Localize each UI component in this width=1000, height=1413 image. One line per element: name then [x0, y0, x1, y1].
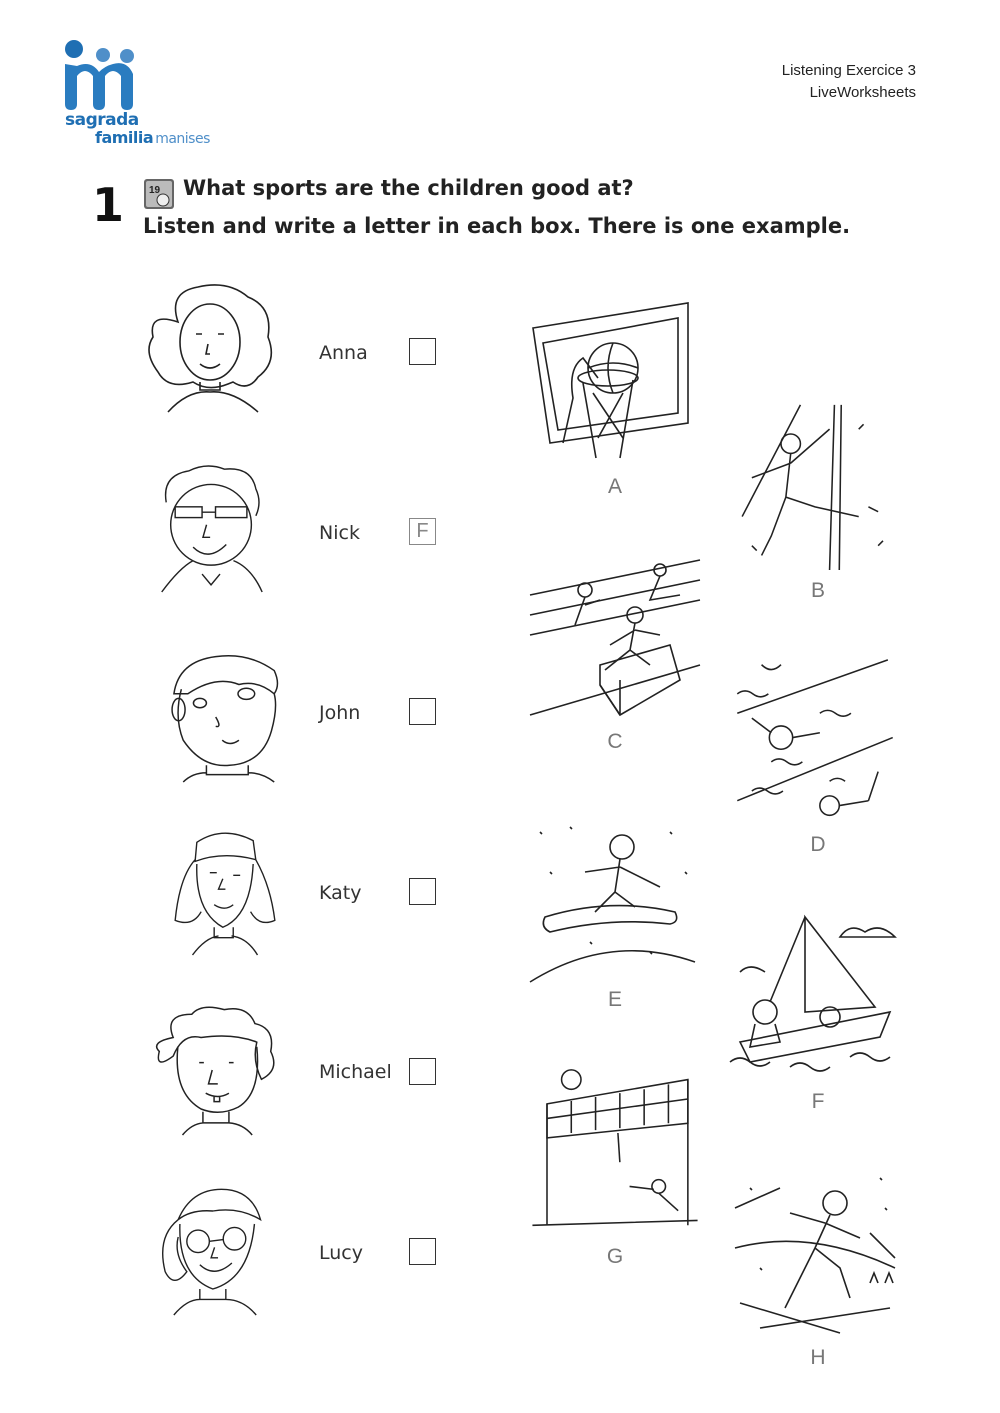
header-title: Listening Exercice 3 [781, 62, 916, 79]
picture-label-h: H [810, 1346, 826, 1369]
logo-text-familia [95, 128, 210, 147]
answer-box-john[interactable] [409, 698, 436, 725]
page-header [782, 60, 916, 104]
john-face-drawing [150, 652, 300, 782]
answer-box-katy[interactable] [409, 878, 436, 905]
logo-familia-bold: familia [95, 128, 154, 147]
question-instructions: Listen and write a letter in each box. There is one example. [143, 214, 851, 238]
michael-face-drawing [140, 1005, 290, 1135]
school-logo [55, 38, 210, 156]
climbing-picture [730, 400, 900, 570]
skiing-picture [730, 1168, 900, 1338]
sailing-picture [730, 912, 900, 1082]
basketball-picture [528, 298, 698, 468]
child-name-john: John [319, 702, 361, 724]
child-name-nick: Nick [319, 522, 360, 544]
nick-face-drawing [145, 462, 295, 592]
picture-label-b: B [810, 579, 825, 602]
picture-label-d: D [810, 833, 826, 856]
katy-face-drawing [150, 825, 300, 955]
family-logo-icon [55, 38, 155, 118]
child-name-anna: Anna [319, 342, 368, 364]
svg-text:19: 19 [149, 185, 161, 196]
swimming-picture [730, 655, 900, 825]
child-name-katy: Katy [319, 882, 362, 904]
snowboarding-picture [530, 812, 700, 982]
gymnastics-picture [530, 555, 700, 725]
child-name-lucy: Lucy [319, 1242, 363, 1264]
question-number: 1 [92, 178, 125, 232]
question-title: What sports are the children good at? [183, 176, 634, 200]
logo-manises: manises [155, 131, 210, 147]
answer-box-anna[interactable] [409, 338, 436, 365]
picture-label-g: G [606, 1245, 624, 1268]
picture-label-a: A [607, 475, 622, 498]
lucy-face-drawing [140, 1185, 290, 1315]
logo-text-sagrada: sagrada [65, 110, 139, 130]
anna-face-drawing [138, 282, 288, 412]
picture-label-f: F [811, 1090, 825, 1113]
answer-box-lucy[interactable] [409, 1238, 436, 1265]
answer-box-nick[interactable]: F [409, 518, 436, 545]
picture-label-e: E [607, 988, 622, 1011]
picture-label-c: C [607, 730, 623, 753]
volleyball-picture [530, 1065, 700, 1235]
child-name-michael: Michael [319, 1061, 392, 1083]
header-source: LiveWorksheets [809, 84, 916, 101]
answer-box-michael[interactable] [409, 1058, 436, 1085]
cd-track-icon [143, 178, 175, 210]
